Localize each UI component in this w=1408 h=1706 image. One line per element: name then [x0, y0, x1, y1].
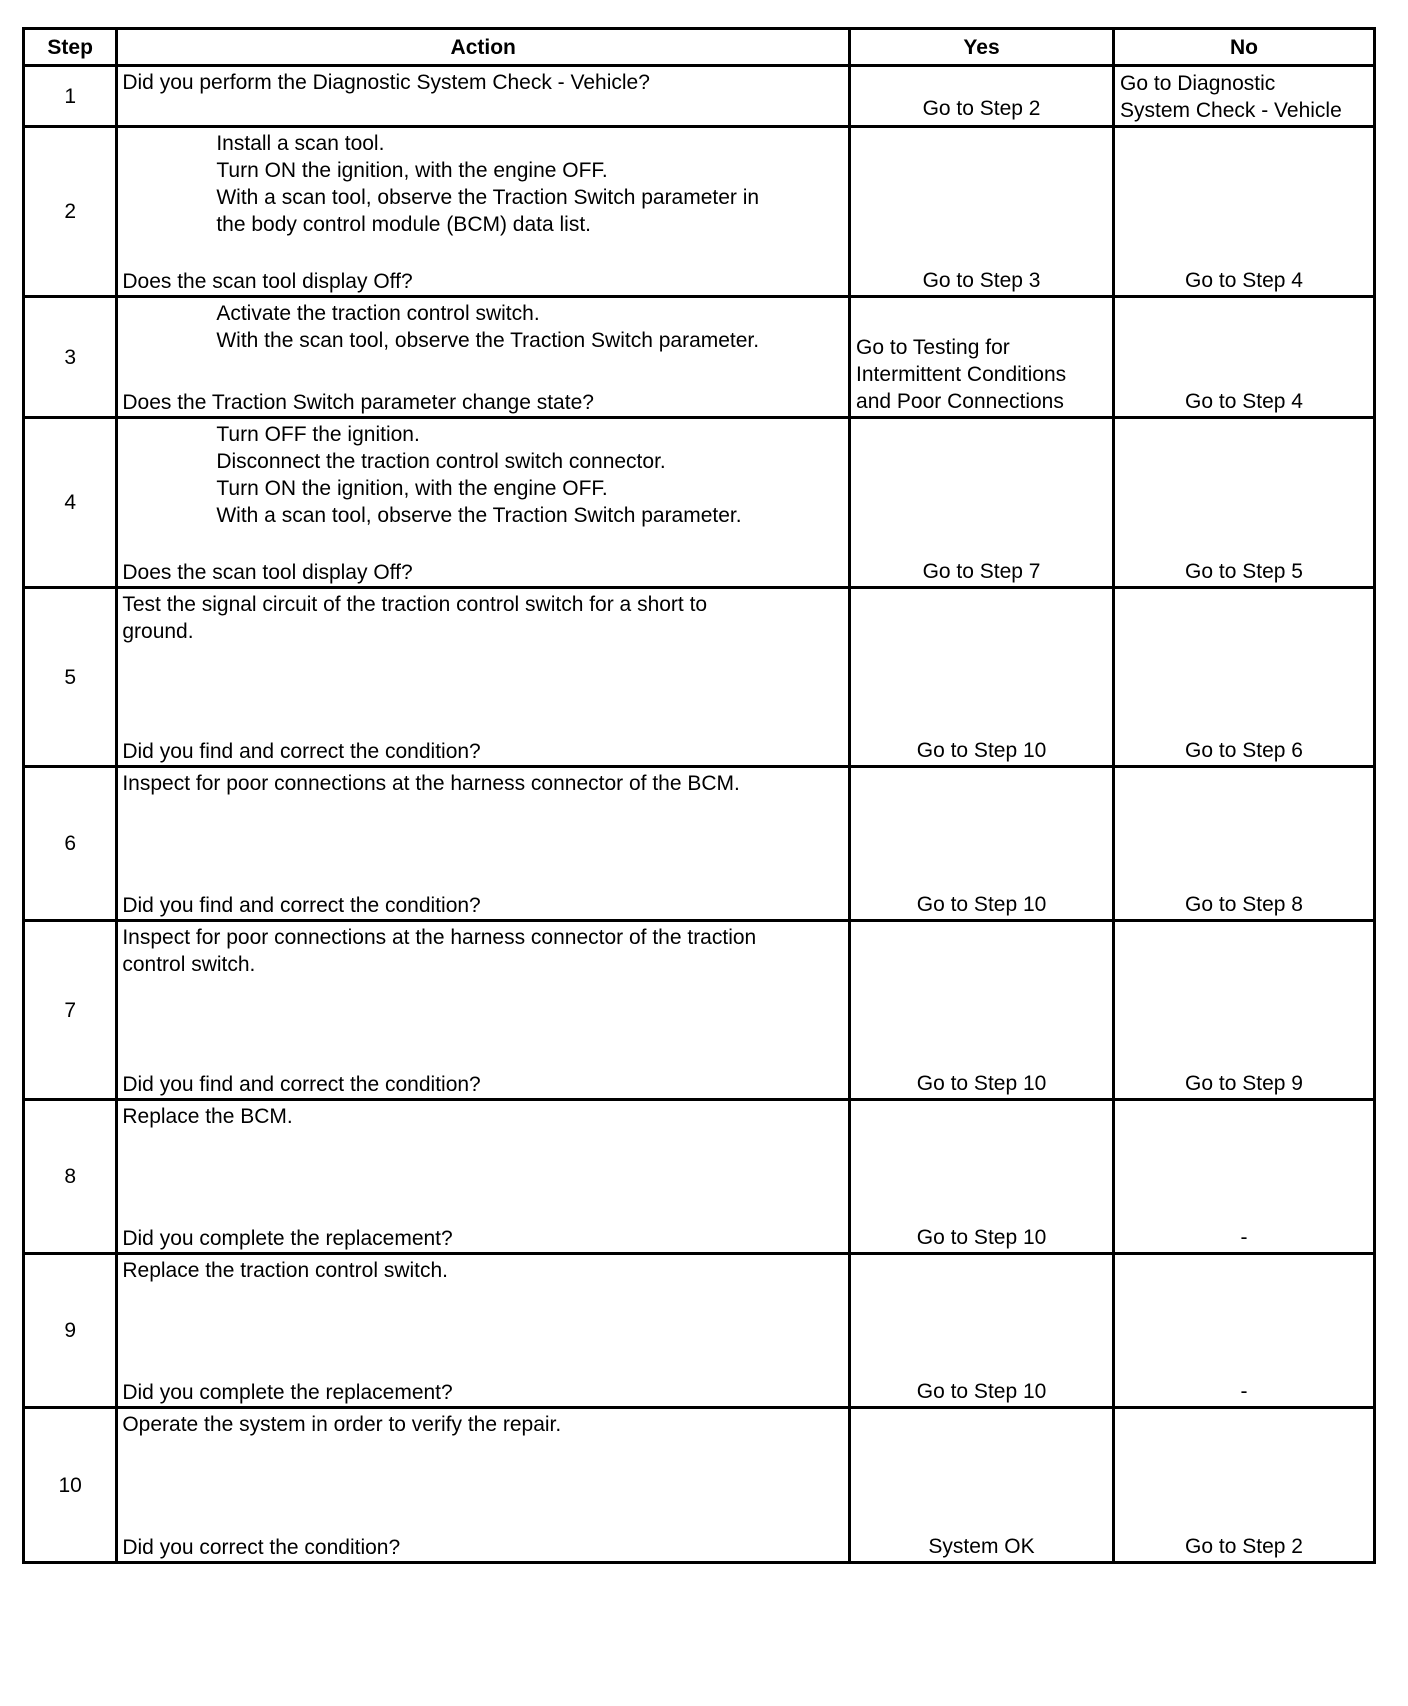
- step-number: 8: [24, 1100, 117, 1254]
- no-line: Go to Step 5: [1185, 560, 1303, 583]
- action-content: [122, 1103, 842, 1252]
- action-instruction: Inspect for poor connections at the harness connector of the BCM.: [122, 772, 740, 795]
- yes-cell: Go to Step 10: [850, 767, 1114, 921]
- no-line: Go to Diagnostic: [1120, 72, 1276, 95]
- step-number: 6: [24, 767, 117, 921]
- step-number: 4: [24, 418, 117, 588]
- action-cell: [117, 418, 850, 588]
- action-instruction: ground.: [122, 620, 194, 643]
- no-cell: [1114, 1408, 1375, 1563]
- yes-cell: Go to Step 10: [850, 588, 1114, 767]
- no-cell: [1114, 66, 1375, 127]
- no-line: -: [1240, 1380, 1248, 1403]
- no-line: System Check - Vehicle: [1120, 99, 1342, 122]
- action-instruction: Turn ON the ignition, with the engine OFF.: [216, 477, 608, 500]
- table-row: [24, 418, 1375, 588]
- header-action: Action: [117, 29, 850, 66]
- action-content: [122, 924, 842, 1098]
- action-question: Did you find and correct the condition?: [122, 740, 481, 763]
- action-cell: [117, 921, 850, 1100]
- action-instruction: Activate the traction control switch.: [216, 302, 540, 325]
- no-cell: [1114, 921, 1375, 1100]
- action-content: [122, 591, 842, 765]
- action-question: Does the scan tool display Off?: [122, 561, 413, 584]
- no-line: -: [1240, 1226, 1248, 1249]
- table-row: [24, 1254, 1375, 1408]
- action-content: [122, 1411, 842, 1561]
- yes-cell: Go to Step 10: [850, 921, 1114, 1100]
- step-number: 9: [24, 1254, 117, 1408]
- yes-line: and Poor Connections: [856, 390, 1064, 413]
- action-cell: [117, 297, 850, 418]
- table-row: [24, 921, 1375, 1100]
- action-content: [122, 770, 842, 919]
- header-no: No: [1114, 29, 1375, 66]
- action-instruction: Test the signal circuit of the traction control switch for a short to: [122, 593, 708, 616]
- action-instruction: Replace the BCM.: [122, 1105, 293, 1128]
- action-cell: [117, 127, 850, 297]
- diagnostic-table: [22, 27, 1376, 1564]
- no-line: Go to Step 6: [1185, 739, 1303, 762]
- action-instruction: Turn ON the ignition, with the engine OFF.: [216, 159, 608, 182]
- no-cell: [1114, 418, 1375, 588]
- action-question: Did you correct the condition?: [122, 1536, 401, 1559]
- step-number: 10: [24, 1408, 117, 1563]
- action-content: [122, 421, 842, 586]
- action-cell: [117, 767, 850, 921]
- action-instruction: the body control module (BCM) data list.: [216, 213, 592, 236]
- action-instruction: Install a scan tool.: [216, 132, 385, 155]
- table-row: [24, 297, 1375, 418]
- action-instruction: control switch.: [122, 953, 256, 976]
- action-instructions: [122, 130, 842, 238]
- no-cell: [1114, 1100, 1375, 1254]
- yes-line: Intermittent Conditions: [856, 363, 1067, 386]
- action-instruction: With a scan tool, observe the Traction Switch parameter.: [216, 504, 742, 527]
- step-number: 3: [24, 297, 117, 418]
- no-line: Go to Step 2: [1185, 1535, 1303, 1558]
- action-question: Did you find and correct the condition?: [122, 1073, 481, 1096]
- action-instruction: With a scan tool, observe the Traction Switch parameter in: [216, 186, 760, 209]
- action-question: Does the scan tool display Off?: [122, 270, 413, 293]
- table-row: [24, 588, 1375, 767]
- table-row: [24, 767, 1375, 921]
- no-cell: [1114, 127, 1375, 297]
- action-cell: [117, 66, 850, 127]
- action-instructions: [122, 421, 842, 529]
- yes-line: Go to Testing for: [856, 336, 1010, 359]
- action-cell: [117, 1408, 850, 1563]
- no-cell: [1114, 1254, 1375, 1408]
- header-yes: Yes: [850, 29, 1114, 66]
- table-row: [24, 1408, 1375, 1563]
- no-line: Go to Step 8: [1185, 893, 1303, 916]
- action-instruction: Replace the traction control switch.: [122, 1259, 448, 1282]
- step-number: 2: [24, 127, 117, 297]
- header-step: Step: [24, 29, 117, 66]
- action-instruction: Inspect for poor connections at the harness connector of the traction: [122, 926, 757, 949]
- no-line: Go to Step 9: [1185, 1072, 1303, 1095]
- step-number: 1: [24, 66, 117, 127]
- action-question: Does the Traction Switch parameter change state?: [122, 391, 594, 414]
- yes-cell: [850, 297, 1114, 418]
- action-content: [122, 1257, 842, 1406]
- no-line: Go to Step 4: [1185, 269, 1303, 292]
- yes-cell: Go to Step 10: [850, 1254, 1114, 1408]
- no-cell: [1114, 588, 1375, 767]
- action-question: Did you complete the replacement?: [122, 1227, 453, 1250]
- header-row: [24, 29, 1375, 66]
- diagnostic-table-sheet: [22, 27, 1376, 1564]
- action-question: Did you complete the replacement?: [122, 1381, 453, 1404]
- action-cell: [117, 588, 850, 767]
- step-number: 7: [24, 921, 117, 1100]
- yes-cell: Go to Step 2: [850, 66, 1114, 127]
- action-content: [122, 300, 842, 416]
- action-instruction: Did you perform the Diagnostic System Check - Vehicle?: [122, 71, 650, 94]
- action-instructions: [122, 924, 842, 978]
- action-instructions: [122, 591, 842, 645]
- action-instruction: Operate the system in order to verify the repair.: [122, 1413, 562, 1436]
- yes-cell: Go to Step 7: [850, 418, 1114, 588]
- action-instructions: [122, 300, 842, 354]
- yes-cell: Go to Step 3: [850, 127, 1114, 297]
- action-content: [122, 130, 842, 295]
- no-cell: [1114, 297, 1375, 418]
- table-row: [24, 66, 1375, 127]
- no-line: Go to Step 4: [1185, 390, 1303, 413]
- step-number: 5: [24, 588, 117, 767]
- action-instruction: With the scan tool, observe the Traction Switch parameter.: [216, 329, 760, 352]
- yes-cell: Go to Step 10: [850, 1100, 1114, 1254]
- action-cell: [117, 1100, 850, 1254]
- action-question: Did you find and correct the condition?: [122, 894, 481, 917]
- action-instruction: Turn OFF the ignition.: [216, 423, 420, 446]
- action-instruction: Disconnect the traction control switch connector.: [216, 450, 666, 473]
- table-row: [24, 127, 1375, 297]
- action-cell: [117, 1254, 850, 1408]
- table-row: [24, 1100, 1375, 1254]
- yes-cell: System OK: [850, 1408, 1114, 1563]
- no-cell: [1114, 767, 1375, 921]
